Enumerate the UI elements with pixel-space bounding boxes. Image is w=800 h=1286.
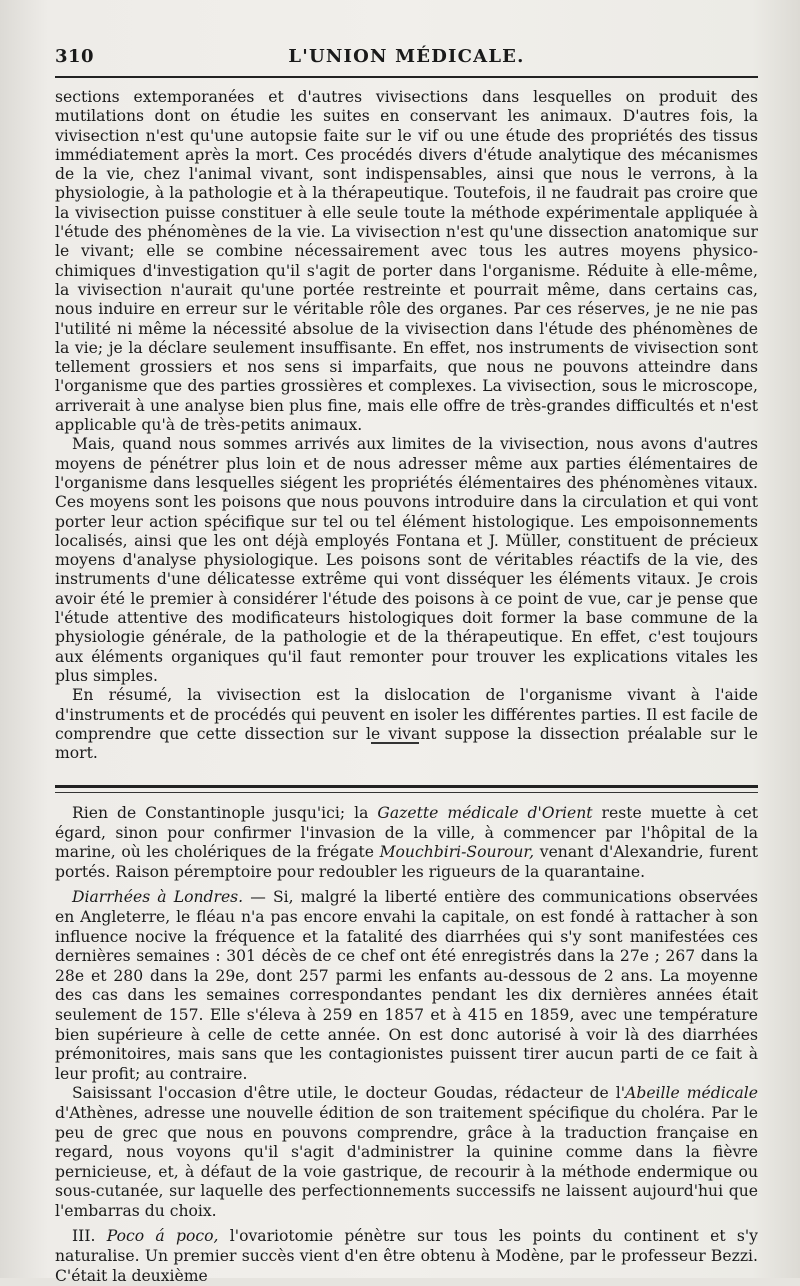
feuilleton-rule-thick bbox=[55, 785, 758, 788]
section-number: III. bbox=[72, 1227, 107, 1246]
paragraph-ovariotomie bbox=[55, 1227, 758, 1286]
paragraph-constantinople bbox=[55, 804, 758, 882]
header-rule bbox=[55, 76, 758, 78]
ship-name: Mouchbiri-Sourour, bbox=[379, 843, 535, 862]
text-run: l'ovariotomie pénètre sur tous les points du continent et s'y naturalise. Un premier succès vient d'en être obtenu à Modène, par le professeur Bezzi. C'était la deuxième bbox=[55, 1227, 758, 1285]
text-run: reste muette à cet égard, sinon pour confirmer l'invasion de la ville, à commencer par l'hôpital de la marine, où les cholériques de la frégate bbox=[55, 804, 758, 862]
text-run: d'Athènes, adresse une nouvelle édition de son traitement spécifique du choléra. Par le peu de grec que nous en pouvons comprendre, grâce à la traduction française en regard, nous voyons qu'il s'agit d'administrer la quinine comme dans la fièvre pernicieuse, et, à défaut de la voie gastrique, de recourir à la méthode endermique ou sous-cutanée, sur laquelle des perfectionnements successifs ne laissent aujourd'hui que l'embarras du choix. bbox=[55, 1103, 758, 1220]
paragraph-summary: En résumé, la vivisection est la dislocation de l'organisme vivant à l'aide d'instruments et de procédés qui peuvent en isoler les différentes parties. Il est facile de comprendre que cette dissection sur le vivant suppose la dissection préalable sur le mort. bbox=[55, 686, 758, 763]
paragraph-goudas bbox=[55, 1084, 758, 1221]
text-run: Rien de Constantinople jusqu'ici; la bbox=[72, 804, 378, 822]
section-heading-diarrhees: Diarrhées à Londres. bbox=[72, 888, 244, 907]
feuilleton-body bbox=[55, 804, 758, 1286]
article-body bbox=[55, 88, 758, 763]
text-run: — Si, malgré la liberté entière des communications observées en Angleterre, le fléau n'a pas encore envahi la capitale, on est fondé à rattacher à son influence nocive la fréquence et la fatalité des diarrhées qui s'y sont manifestées ces dernières semaines : 301 décès de ce chef ont été enregistrés dans la 27e ; 267 dans la 28e et 280 dans la 29e, dont 257 parmi les enfants au-dessous de 2 ans. La moyenne des cas dans les semaines correspondantes pendant les dix dernières années était seulement de 157. Elle s'éleva à 259 en 1857 et à 415 en 1859, avec une température bien supérieure à celle de cette année. On est donc autorisé à voir là des diarrhées prémonitoires, mais sans que les contagionistes puissent tirer aucun parti de ce fait à leur profit; au contraire. bbox=[55, 888, 758, 1083]
journal-title: L'UNION MÉDICALE. bbox=[288, 46, 525, 67]
section-heading-poco: Poco á poco, bbox=[106, 1227, 219, 1246]
feuilleton-rule-thin bbox=[55, 792, 758, 793]
running-head bbox=[55, 46, 758, 70]
page-number: 310 bbox=[55, 46, 95, 67]
paragraph-vivisection: sections extemporanées et d'autres vivisections dans lesquelles on produit des mutilations dont on étudie les suites en conservant les animaux. D'autres fois, la vivisection n'est qu'une autopsie faite sur le vif ou une étude des propriétés des tissus immédiatement après la mort. Ces procédés divers d'étude analytique des mécanismes de la vie, chez l'animal vivant, sont indispensables, ainsi que nous le verrons, à la physiologie, à la pathologie et à la thérapeutique. Toutefois, il ne faudrait pas croire que la vivisection puisse constituer à elle seule toute la méthode expérimentale appliquée à l'étude des phénomènes de la vie. La vivisection n'est qu'une dissection anatomique sur le vivant; elle se combine nécessairement avec tous les autres moyens physico-chimiques d'investigation qu'il s'agit de porter dans l'organisme. Réduite à elle-même, la vivisection n'aurait qu'une portée restreinte et pourrait même, dans certains cas, nous induire en erreur sur le véritable rôle des organes. Par ces réserves, je ne nie pas l'utilité ni même la nécessité absolue de la vivisection dans l'étude des phénomènes de la vie; je la déclare seulement insuffisante. En effet, nos instruments de vivisection sont tellement grossiers et nos sens si imparfaits, que nous ne pouvons atteindre dans l'organisme que des parties grossières et complexes. La vivisection, sous le microscope, arriverait à une analyse bien plus fine, mais elle offre de très-grandes difficultés et n'est applicable qu'à de très-petits animaux. bbox=[55, 88, 758, 435]
gazette-title: Gazette médicale d'Orient bbox=[377, 804, 593, 822]
journal-name: Abeille médicale bbox=[625, 1084, 758, 1103]
section-end-rule bbox=[371, 742, 419, 744]
paragraph-poisons: Mais, quand nous sommes arrivés aux limites de la vivisection, nous avons d'autres moyens de pénétrer plus loin et de nous adresser même aux parties élémentaires de l'organisme dans lesquelles siégent les propriétés élémentaires des phénomènes vitaux. Ces moyens sont les poisons que nous pouvons introduire dans la circulation et qui vont porter leur action spécifique sur tel ou tel élément histologique. Les empoisonnements localisés, ainsi que les ont déjà employés Fontana et J. Müller, constituent de précieux moyens d'analyse physiologique. Les poisons sont de véritables réactifs de la vie, des instruments d'une délicatesse extrême qui vont disséquer les éléments vitaux. Je crois avoir été le premier à considérer l'étude des poisons à ce point de vue, car je pense que l'étude attentive des modificateurs histologiques doit former la base commune de la physiologie générale, de la pathologie et de la thérapeutique. En effet, c'est toujours aux éléments organiques qu'il faut remonter pour trouver les explications vitales les plus simples. bbox=[55, 435, 758, 685]
text-run: venant d'Alexandrie, furent portés. Raison péremptoire pour redoubler les rigueurs de la quarantaine. bbox=[55, 843, 758, 881]
paragraph-diarrhees bbox=[55, 888, 758, 1084]
text-run: Saisissant l'occasion d'être utile, le docteur Goudas, rédacteur de l' bbox=[72, 1084, 626, 1103]
